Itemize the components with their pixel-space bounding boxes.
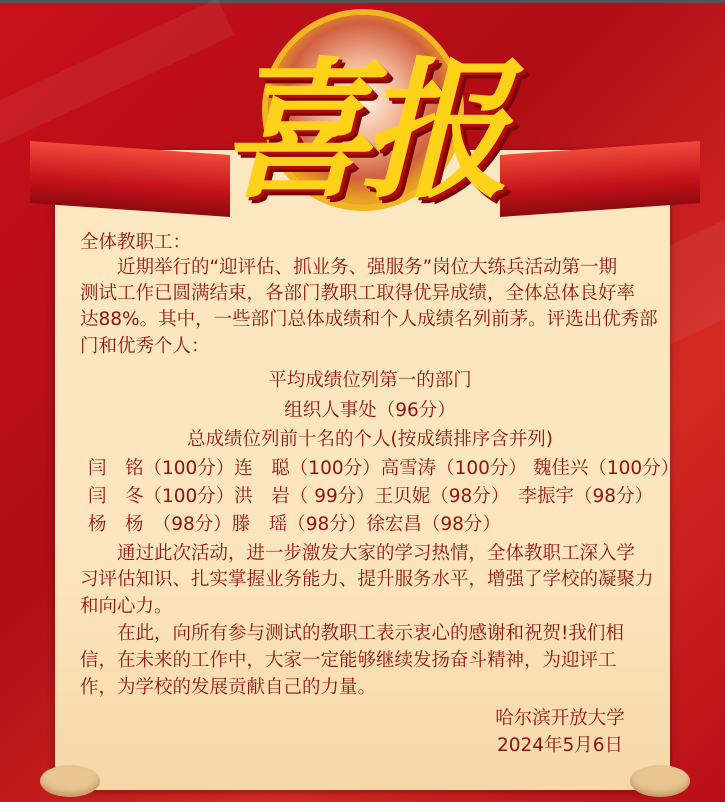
date: 2024年5月6日 [496, 735, 624, 756]
paragraph-line: 达88%。其中，一些部门总体成绩和个人成绩名列前茅。评选出优秀部 [80, 309, 658, 330]
paragraph-line: 通过此次活动，进一步激发大家的学习热情，全体教职工深入学 [80, 543, 636, 564]
individual-row: 闫 冬（100分）洪 岩（ 99分）王贝妮（98分） 李振宇（98分） [88, 486, 654, 507]
greeting: 全体教职工： [80, 232, 192, 253]
ribbon-right [500, 141, 700, 217]
paragraph-line: 作，为学校的发展贡献自己的力量。 [80, 677, 377, 698]
individual-row: 闫 铭（100分）连 聪（100分）高雪涛（100分） 魏佳兴（100分） [88, 458, 680, 479]
top-border [0, 0, 725, 3]
scroll-curl-right [630, 765, 690, 797]
individual-row: 杨 杨 （98分）滕 瑶（98分）徐宏昌（98分） [88, 514, 501, 535]
paragraph-line: 和向心力。 [80, 596, 173, 617]
paragraph-line: 在此，向所有参与测试的教职工表示衷心的感谢和祝贺!我们相 [80, 623, 624, 644]
paragraph-line: 信，在未来的工作中，大家一定能够继续发扬奋斗精神，为迎评工 [80, 650, 617, 671]
paragraph-line: 习评估知识、扎实掌握业务能力、提升服务水平，增强了学校的凝聚力 [80, 569, 654, 590]
poster-title: 喜报 [219, 45, 500, 219]
scroll-curl-left [40, 765, 100, 797]
dept-heading: 平均成绩位列第一的部门 [268, 370, 472, 391]
dept-winner: 组织人事处（96分） [284, 400, 456, 421]
paragraph-line: 近期举行的“迎评估、抓业务、强服务”岗位大练兵活动第一期 [80, 257, 618, 278]
paragraph-line: 门和优秀个人： [80, 336, 210, 357]
individual-heading: 总成绩位列前十名的个人(按成绩排序含并列) [187, 429, 553, 450]
paragraph-line: 测试工作已圆满结束，各部门教职工取得优异成绩，全体总体良好率 [80, 283, 636, 304]
signature: 哈尔滨开放大学 [495, 708, 625, 729]
